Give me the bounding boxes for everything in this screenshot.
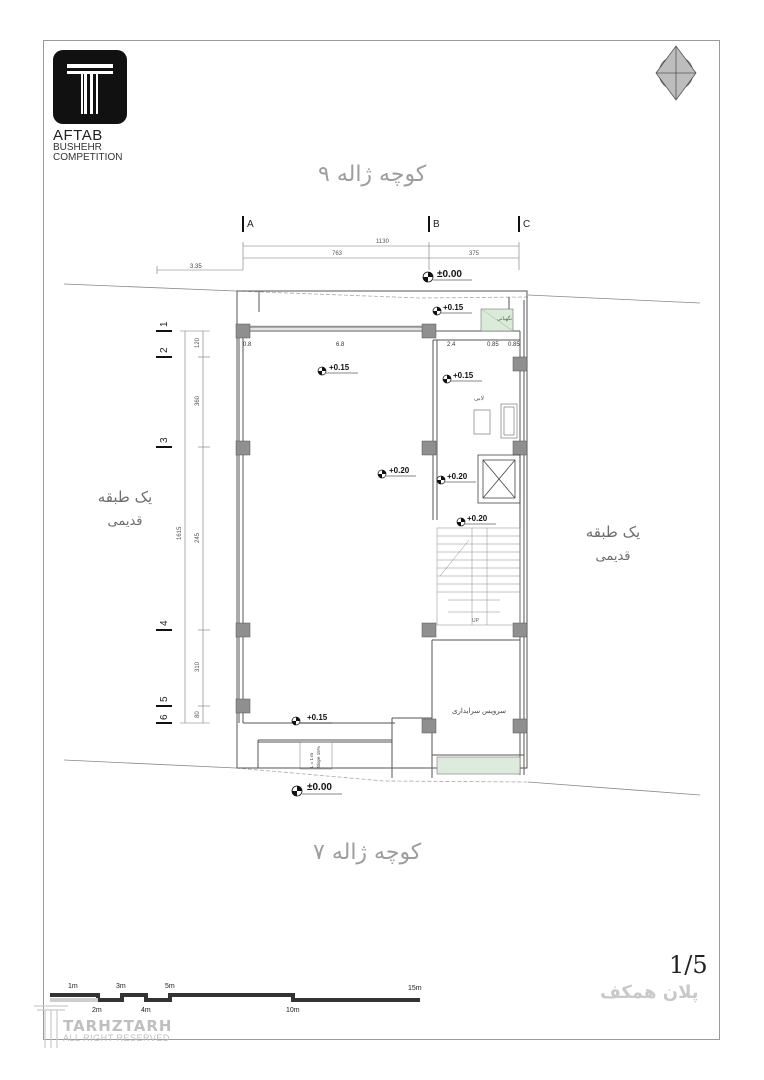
north-arrow-icon xyxy=(656,46,696,100)
neighbor-right-line-2: قدیمی xyxy=(595,549,631,564)
sheet-number: 1/5 xyxy=(669,951,708,979)
building-walls xyxy=(237,291,527,778)
row-label-1: 1 xyxy=(159,321,170,327)
axis-label-b: B xyxy=(433,219,440,230)
logo-line-2: BUSHEHR xyxy=(53,142,102,153)
neighbor-right-line-1: یک طبقه xyxy=(585,523,641,541)
row-label-2: 2 xyxy=(159,347,170,353)
level-text-main-hall: +0.15 xyxy=(329,363,350,372)
level-marker-south xyxy=(292,713,332,725)
grid-rows-left xyxy=(156,331,172,723)
property-line-bottom-left xyxy=(64,760,236,768)
axis-label-c: C xyxy=(523,219,531,230)
level-text-street-top: ±0.00 xyxy=(437,269,462,280)
dim-inner-1: 0.8 xyxy=(243,342,252,348)
scale-label-10m: 10m xyxy=(286,1007,300,1014)
ramp-note-2: Slope 15% xyxy=(316,746,321,768)
level-text-street-bottom: ±0.00 xyxy=(307,782,332,793)
scale-label-4m: 4m xyxy=(141,1007,151,1014)
guard-room xyxy=(481,309,513,331)
logo-line-3: COMPETITION xyxy=(53,152,123,163)
row-label-6: 6 xyxy=(159,714,170,720)
property-line-top-right xyxy=(528,295,700,303)
row-label-4: 4 xyxy=(159,620,170,626)
dim-top-ab: 763 xyxy=(332,251,343,257)
scale-label-3m: 3m xyxy=(116,983,126,990)
row-label-3: 3 xyxy=(159,437,170,443)
dim-inner-3: 2.4 xyxy=(447,342,456,348)
dim-left-total: 1615 xyxy=(177,526,183,540)
level-marker-main-hall xyxy=(318,363,358,375)
grid-axis-c xyxy=(519,216,530,232)
level-marker-elevator xyxy=(437,472,476,484)
service-room-label: سرویس سرایداری xyxy=(452,708,507,715)
dim-left-seg-5: 80 xyxy=(195,711,201,718)
dim-inner-2: 6.8 xyxy=(336,342,345,348)
dim-setback: 3.35 xyxy=(190,264,202,270)
scale-label-5m: 5m xyxy=(165,983,175,990)
level-marker-street-bottom xyxy=(292,782,342,796)
dim-inner-5: 0.85 xyxy=(508,342,520,348)
level-marker-street-top xyxy=(423,269,472,282)
scale-label-15m: 15m xyxy=(408,985,422,992)
level-text-lobby: +0.15 xyxy=(453,371,474,380)
axis-label-a: A xyxy=(247,219,254,230)
scale-label-2m: 2m xyxy=(92,1007,102,1014)
row-label-5: 5 xyxy=(159,696,170,702)
lobby-label: لابی xyxy=(474,396,485,402)
watermark-line-2: ALL RIGHT RESERVED xyxy=(63,1033,170,1043)
site-boundary-top xyxy=(236,291,528,298)
property-line-bottom-right xyxy=(528,782,700,795)
dim-left-seg-1: 120 xyxy=(195,337,201,348)
property-line-top-left xyxy=(64,284,236,291)
dim-left-seg-3: 245 xyxy=(195,532,201,543)
street-name-top: کوچه ژاله ۹ xyxy=(318,162,427,187)
neighbor-left-line-1: یک طبقه xyxy=(97,488,153,506)
dim-left-seg-2: 360 xyxy=(195,395,201,406)
level-text-stair: +0.20 xyxy=(467,514,488,523)
scale-label-1m: 1m xyxy=(68,983,78,990)
service-room xyxy=(437,707,520,774)
elevator-shaft xyxy=(478,455,520,503)
level-marker-stair xyxy=(457,514,496,526)
staircase xyxy=(437,528,520,625)
level-text-entry: +0.15 xyxy=(443,303,464,312)
dim-left-seg-4: 310 xyxy=(195,661,201,672)
watermark xyxy=(63,1019,172,1043)
grid-axis-a xyxy=(243,216,254,232)
neighbor-left-line-2: قدیمی xyxy=(107,514,143,529)
level-text-corridor: +0.20 xyxy=(389,466,410,475)
level-marker-entry xyxy=(433,303,472,315)
structural-columns xyxy=(236,324,527,733)
dim-top-total: 1130 xyxy=(376,239,389,245)
level-text-elevator: +0.20 xyxy=(447,472,468,481)
grid-axis-b xyxy=(429,216,440,232)
level-marker-corridor xyxy=(378,466,416,478)
dim-inner-4: 0.85 xyxy=(487,342,499,348)
watermark-line-1: TARHZTARH xyxy=(63,1017,173,1035)
stair-label: UP xyxy=(472,618,479,624)
dim-top-bc: 375 xyxy=(469,251,480,257)
logo-line-1: AFTAB xyxy=(53,127,103,144)
dimension-top xyxy=(157,242,519,274)
street-name-bottom: کوچه ژاله ۷ xyxy=(313,840,422,865)
level-marker-lobby xyxy=(443,371,482,383)
entrance-ramp xyxy=(300,742,332,769)
guard-room-label: نگهبانی xyxy=(497,316,513,322)
plan-title: پلان همکف xyxy=(600,982,699,1003)
lobby-furniture xyxy=(474,404,517,438)
ramp-note-1: L = 1 m xyxy=(309,753,314,768)
scale-bar xyxy=(50,995,420,1000)
level-text-south: +0.15 xyxy=(307,713,328,722)
